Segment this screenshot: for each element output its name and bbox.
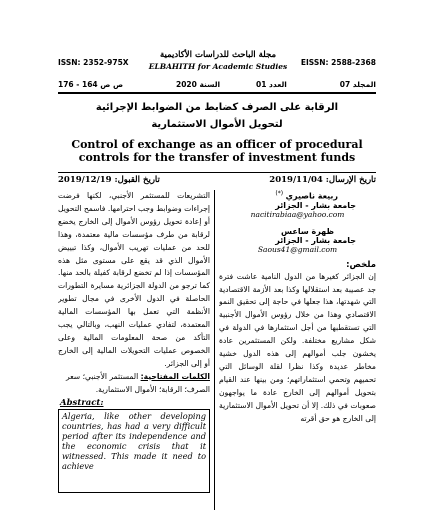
page-range: ص ص 164 - 176: [58, 80, 124, 89]
volume-number: المجلد 07: [339, 80, 376, 89]
right-column: [219, 190, 376, 510]
issn-print: ISSN: 2352-975X: [58, 58, 129, 67]
left-column: [58, 190, 210, 510]
year: السنة 2020: [176, 80, 221, 89]
left-body-text: التشريعات للمستثمر الأجنبي، لكنها فرضت إجراءات وضوابط وجب احترامها. فاسمح التحويل أو إعادة تحويل رؤوس الأموال إلى الخارج يخضع لرقابة من طرف مؤسسات مالية معتمدة، وهذا للحد من عمليات تهريب الأموال، وكذا تبييض الأموال الذي قد يقع على مستوى مثل هذه المؤسسات إذا لم تخضع لرقابة كفيلة بالحد منها. كما ترجو من الدولة الجزائرية مسايرة التطورات الحاصلة في الدول الأخرى في مجال تطوير الأنظمة التي تعمل بها المؤسسات المالية المعتمدة، لتفادي عمليات النهب، وبالتالي يجب التأكد من صحة المعلومات المالية وعلى الخصوص عمليات التحويلات المالية إلى الخارج أو إلى الجزائر.: [58, 191, 210, 368]
author-email[interactable]: nacitirabiaa@yahoo.com: [250, 209, 345, 219]
author-email[interactable]: Saous41@gmail.com: [257, 244, 338, 254]
title-arabic-line-2: لتحويل الأموال الاستثمارية: [151, 119, 283, 130]
title-english: Control of exchange as an officer of procedural controls for the transfer of investment funds: [71, 138, 363, 164]
received-date: تاريخ الإرسال: 2019/11/04: [269, 175, 376, 185]
column-divider: [214, 190, 215, 510]
journal-name-english: ELBAHITH for Academic Studies: [148, 62, 288, 71]
author-affiliation: جامعة بشار - الجزائر: [275, 235, 356, 245]
issue-number: العدد 01: [256, 80, 287, 89]
keywords-text: المستثمر الأجنبي؛ سعر الصرف؛ الرقابة؛ الأموال الاستثمارية.: [65, 371, 210, 394]
keywords: [58, 371, 210, 397]
author-affiliation: جامعة بشار - الجزائر: [275, 200, 356, 210]
corresponding-mark: (*): [275, 190, 284, 197]
summary-heading: ملخص:: [346, 259, 376, 270]
dates-bar: [58, 172, 376, 189]
issue-info-bar: [58, 78, 376, 94]
abstract-box: [58, 409, 210, 493]
issn-electronic: EISSN: 2588-2368: [300, 58, 376, 67]
abstract-text: Algeria, like other developing countries, has had a very difficult period after its independence and the economic crisis that it witnessed. This made it need to achieve: [62, 410, 206, 471]
accepted-date: تاريخ القبول: 2019/12/19: [58, 175, 160, 185]
author-name: ربيعة ناصيري: [285, 191, 338, 201]
author-block-1: [219, 190, 376, 219]
journal-header: [58, 50, 376, 76]
keywords-label: الكلمات المفتاحية:: [140, 371, 210, 381]
author-block-2: [219, 227, 376, 254]
title-arabic-line-1: الرقابة على الصرف كضابط من الضوابط الإجرائية: [95, 102, 339, 113]
summary-text: إن الجزائر كغيرها من الدول النامية عاشت فترة جد عصيبة بعد استقلالها وكذا بعد الأزمة الاقتصادية التي شهدتها، هذا جعلها في حاجة إلى تحقيق النمو الاقتصادي وهذا من خلال رؤوس الأموال الأجنبية التي تستقطبها من أجل استثمارها في الدولة في شكل مشاريع مختلفة. ولكن المستثمرين عادة يخشون جلب أموالهم إلى هذه الدول خشية مخاطر عديدة وكذا نظرا لقلة الوسائل التي تحميهم وتحمي استثماراتهم؛ ومن بينها عند القيام بتحويل أموالهم إلى الخارج عادة ما يواجهون صعوبات في ذلك. إلا أن تحويل الأموال الاستثمارية إلى الخارج هو حق أقرته: [219, 271, 376, 423]
author-name: ظهرة ساعس: [281, 226, 334, 236]
abstract-heading: Abstract:: [60, 397, 104, 408]
journal-name-arabic: مجلة الباحث للدراسات الأكاديمية: [159, 50, 277, 60]
